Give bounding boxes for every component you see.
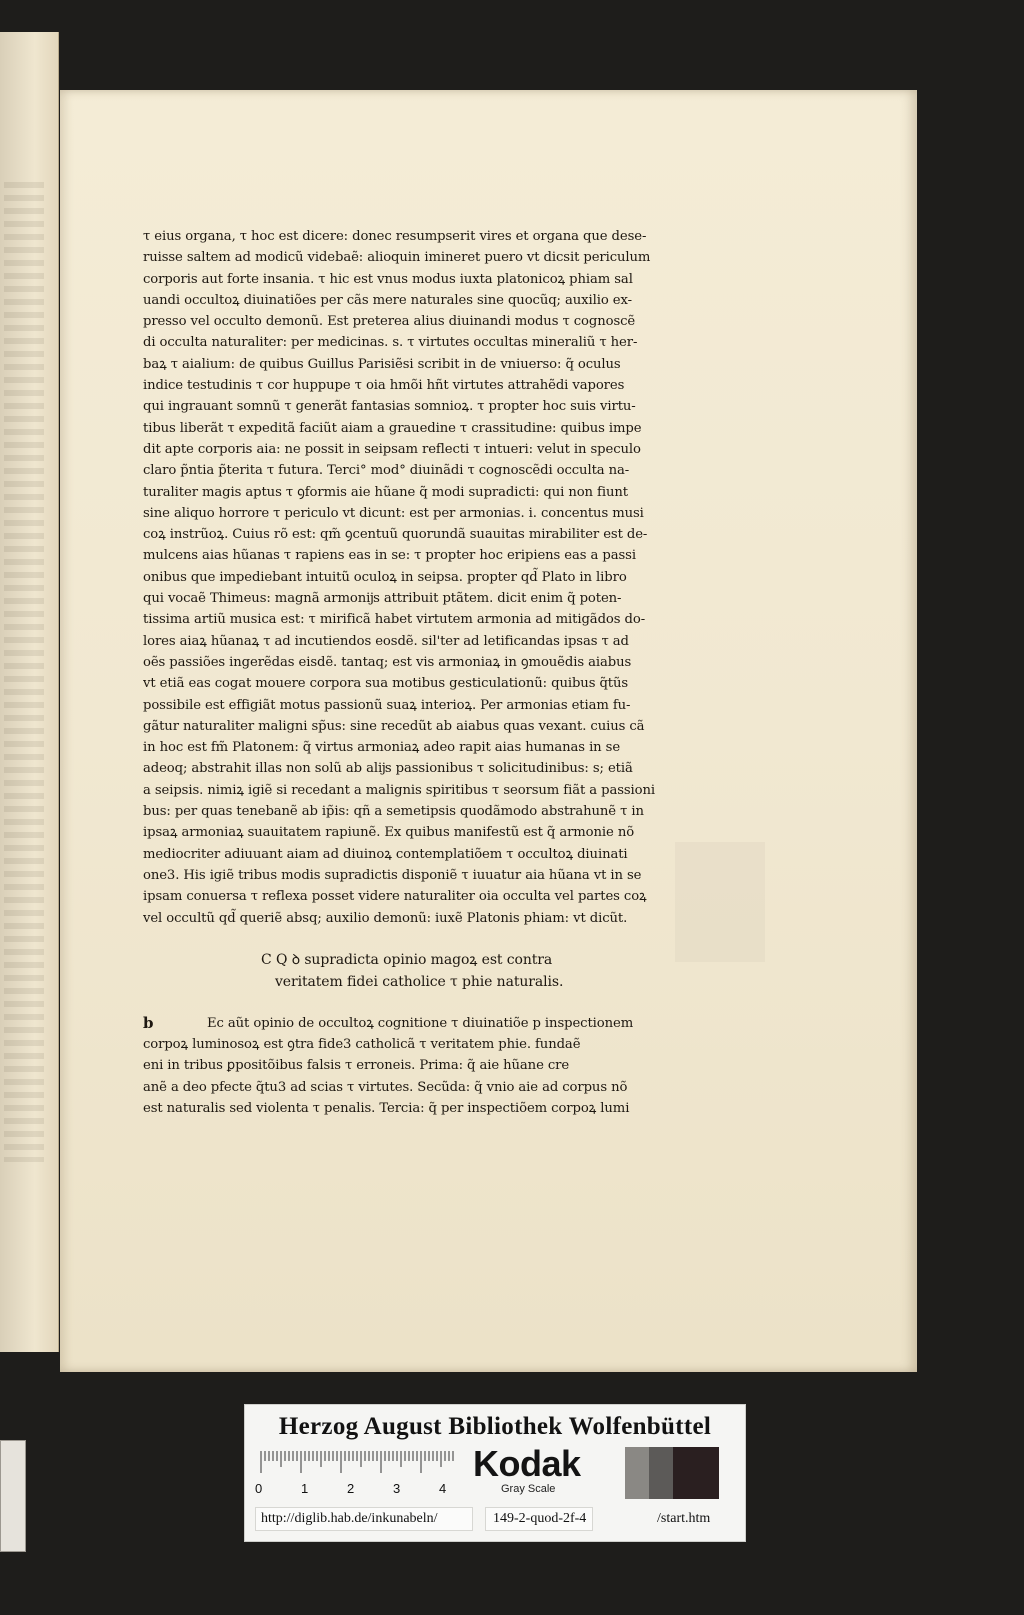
ruler-number: 1 bbox=[301, 1481, 309, 1496]
ruler-numbers bbox=[255, 1481, 455, 1499]
text-line: Ec aũt opinio de occultoꝝ cognitione τ diuinatiõe p inspectionem bbox=[207, 1015, 634, 1031]
text-line: ipsaꝝ armoniaꝝ suauitatem rapiunẽ. Ex quibus manifestũ est q̃ armonie nõ bbox=[143, 825, 635, 841]
text-line: sine aliquo horrore τ periculo vt dicunt: est per armonias. i. concentus musi bbox=[143, 505, 644, 521]
text-line: tissima artiũ musica est: τ mirificã habet virtutem armonia ad mitigãdos do- bbox=[143, 612, 646, 628]
text-line: turaliter magis aptus τ ꝯformis aie hũane q̃ modi supradicti: qui non fiunt bbox=[143, 484, 628, 500]
heading-line-1: C Q ꝺ supradicta opinio magoꝝ est contra bbox=[261, 951, 553, 968]
text-line: anẽ a deo pfecte q̃tu3 ad scias τ virtutes. Secũda: q̃ vnio aie ad corpus nõ bbox=[143, 1079, 628, 1095]
start-link[interactable]: /start.htm bbox=[657, 1511, 711, 1526]
heading-line-2: veritatem fidei catholice τ phie naturalis. bbox=[275, 973, 564, 990]
ruler-number: 0 bbox=[255, 1481, 263, 1496]
text-line: baꝝ τ aialium: de quibus Guillus Parisiẽsi scribit in de vniuerso: q̃ oculus bbox=[143, 356, 621, 372]
text-line: oẽs passiões ingerẽdas eisdẽ. tantaq; est vis armoniaꝝ in ꝯmouẽdis aiabus bbox=[143, 654, 632, 670]
shelf-label bbox=[0, 1440, 26, 1552]
main-text-block bbox=[143, 226, 675, 1119]
text-line: indice testudinis τ cor huppupe τ oia hmõi hñt virtutes attrahẽdi vapores bbox=[143, 378, 625, 394]
text-line: presso vel occulto demonũ. Est preterea alius diuinandi modus τ cognoscẽ bbox=[143, 314, 636, 330]
text-line: qui ingrauant somnũ τ generãt fantasias somnioꝝ. τ propter hoc suis virtu- bbox=[143, 399, 636, 415]
text-line: coꝝ instrũoꝝ. Cuius rõ est: qm̃ ꝯcentuũ quorundã suauitas mirabiliter est de- bbox=[143, 527, 648, 543]
section-heading bbox=[143, 949, 675, 993]
text-line: onibus que impediebant intuitũ oculoꝝ in seipsa. propter qd̃ Plato in libro bbox=[143, 569, 627, 585]
initial-letter: b bbox=[143, 1013, 154, 1032]
text-line: a seipsis. nimiꝝ igiẽ si recedant a malignis spiritibus τ seorsum fiãt a passioni bbox=[143, 782, 656, 798]
text-line: qui vocaẽ Thimeus: magnã armonĳs attribuit ptãtem. dicit enim q̃ poten- bbox=[143, 591, 622, 607]
text-line: possibile est effigiãt motus passionũ suaꝝ interioꝝ. Per armonias etiam fu- bbox=[143, 697, 631, 713]
text-line: est naturalis sed violenta τ penalis. Tercia: q̃ per inspectiõem corpoꝝ lumi bbox=[143, 1100, 630, 1116]
text-line: dit apte corporis aia: ne possit in seipsam reflecti τ intueri: velut in speculo bbox=[143, 441, 641, 457]
text-line: vel occultũ qd̃ queriẽ absq; auxilio demonũ: iuxẽ Platonis phiam: vt dicũt. bbox=[143, 910, 628, 926]
text-line: uandi occultoꝝ diuinatiões per cãs mere naturales sine quocũq; auxilio ex- bbox=[143, 292, 632, 308]
text-line: di occulta naturaliter: per medicinas. s. τ virtutes occultas mineraliũ τ her- bbox=[143, 335, 638, 351]
text-line: tibus liberãt τ expeditã faciũt aiam a grauedine τ crassitudine: quibus impe bbox=[143, 420, 642, 436]
text-line: corporis aut forte insania. τ hic est vnus modus iuxta platonicoꝝ phiam sal bbox=[143, 271, 633, 287]
url-row bbox=[255, 1507, 735, 1531]
library-title: Herzog August Bibliothek Wolfenbüttel bbox=[278, 1413, 712, 1440]
text-line: claro p̃ntia p̃terita τ futura. Terci° mod° diuinãdi τ cognoscẽdi occulta na- bbox=[143, 463, 630, 479]
text-line: eni in tribus ꝑpositõibus falsis τ erroneis. Prima: q̃ aie hũane cre bbox=[143, 1058, 570, 1074]
text-line: mediocriter adiuuant aiam ad diuinoꝝ contemplatiõem τ occultoꝝ diuinati bbox=[143, 846, 628, 862]
url-text[interactable]: http://diglib.hab.de/inkunabeln/ bbox=[261, 1511, 438, 1526]
ruler-number: 4 bbox=[439, 1481, 447, 1496]
text-line: lores aiaꝝ hũanaꝝ τ ad incutiendos eosdẽ. sil'ter ad letificandas ipsas τ ad bbox=[143, 633, 629, 649]
manuscript-page bbox=[60, 90, 917, 1372]
text-line: gãtur naturaliter maligni sp̃us: sine recedũt ab aiabus quas vexant. cuius cã bbox=[143, 718, 645, 734]
text-line: one3. His igiẽ tribus modis supradictis disponiẽ τ iuuatur aia hũana vt in se bbox=[143, 867, 642, 883]
text-line: adeoq; abstrahit illas non solũ ab alĳs passionibus τ solicitudinibus: s; etiã bbox=[143, 761, 633, 777]
library-watermark bbox=[675, 842, 765, 962]
text-line: bus: per quas tenebanẽ ab ip̃is: qñ a semetipsis quodãmodo abstrahunẽ τ in bbox=[143, 804, 644, 820]
text-line: ruisse saltem ad modicũ videbaẽ: alioquin imineret puero vt dicsit periculum bbox=[143, 250, 651, 266]
shelfmark-code: 149-2-quod-2f-4 bbox=[493, 1511, 587, 1526]
kodak-logo: Kodak bbox=[473, 1443, 581, 1484]
second-paragraph bbox=[143, 1013, 675, 1119]
text-line: τ eius organa, τ hoc est dicere: donec resumpserit vires et organa que dese- bbox=[143, 229, 647, 244]
text-line: ipsam conuersa τ reflexa posset videre naturaliter oia occulta vel partes coꝝ bbox=[143, 889, 647, 905]
ruler-number: 3 bbox=[393, 1481, 401, 1496]
text-line: in hoc est fm̃ Platonem: q̃ virtus armoniaꝝ adeo rapit aias humanas in se bbox=[143, 740, 621, 756]
ruler-number: 2 bbox=[347, 1481, 355, 1496]
main-paragraph bbox=[143, 226, 675, 929]
gray-swatch-dark bbox=[673, 1447, 719, 1499]
facing-page-edge bbox=[0, 32, 59, 1352]
gray-scale-label: Gray Scale bbox=[501, 1483, 556, 1495]
color-calibration-card bbox=[244, 1404, 746, 1542]
ruler-scale bbox=[259, 1449, 455, 1481]
text-line: corpoꝝ luminosoꝝ est ꝯtra fide3 catholicã τ veritatem phie. fundaẽ bbox=[143, 1037, 581, 1053]
text-line: vt etiã eas cogat mouere corpora sua motibus gesticulationũ: quibus q̃tũs bbox=[143, 676, 629, 692]
text-line: mulcens aias hũanas τ rapiens eas in se: τ propter hoc eripiens eas a passi bbox=[143, 548, 636, 564]
facing-page-ghost-text bbox=[4, 182, 44, 1162]
